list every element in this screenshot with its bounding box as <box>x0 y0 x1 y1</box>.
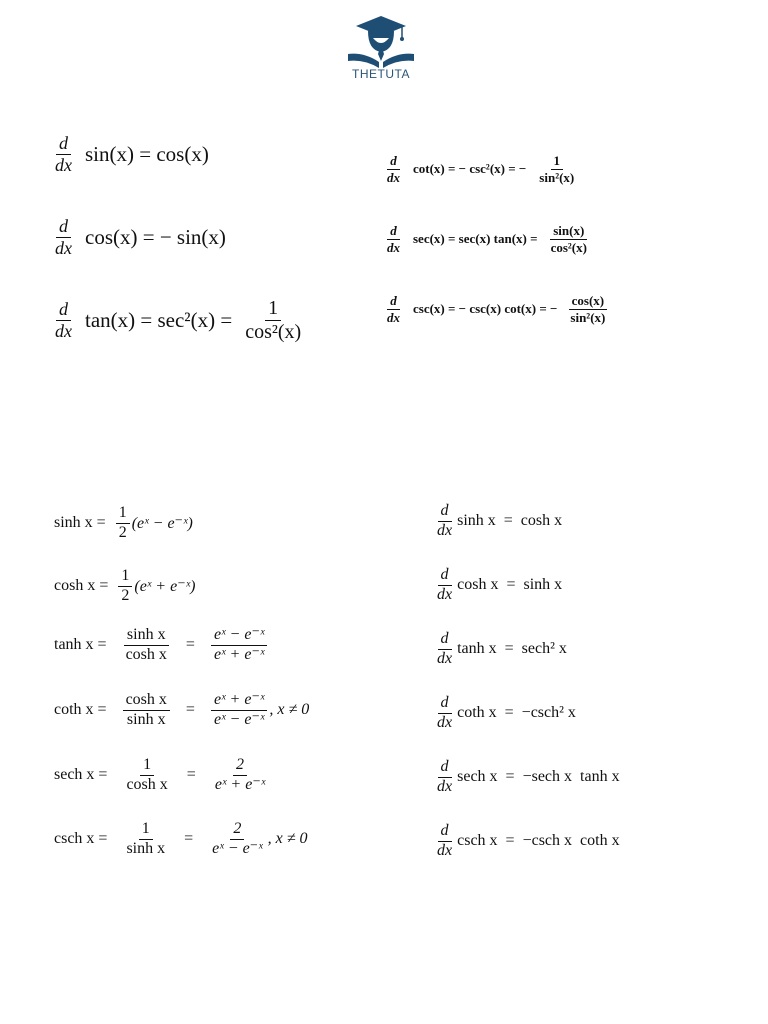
sec-rhs: sec(x) = sec(x) tan(x) = <box>413 231 538 247</box>
csch-f2-num: 2 <box>230 821 244 840</box>
coth-f1-num: cosh x <box>123 692 170 711</box>
cosh-definition <box>54 568 196 605</box>
sinh-derivative <box>432 503 562 540</box>
csch-f1-num: 1 <box>139 821 153 840</box>
sech-f2-den: eˣ + e⁻ˣ <box>214 775 266 793</box>
csch-derivative <box>432 823 620 860</box>
sinh-definition <box>54 505 193 542</box>
coth-f2-num: eˣ + e⁻ˣ <box>211 692 267 711</box>
dx-denominator: dx <box>437 713 453 731</box>
csch-f1-den: sinh x <box>126 839 166 857</box>
cot-derivative <box>382 154 579 184</box>
thetuta-logo <box>340 14 422 84</box>
tanh-derivative <box>432 631 567 668</box>
cosh-rhs: (eˣ + e⁻ˣ) <box>134 578 196 596</box>
tanh-derivative-rhs: tanh x = sech² x <box>457 640 567 658</box>
d-numerator: d <box>387 294 400 310</box>
dx-denominator: dx <box>437 585 453 603</box>
cos-rhs: cos(x) = − sin(x) <box>85 224 226 249</box>
sin-derivative <box>50 134 209 175</box>
dx-denominator: dx <box>387 169 400 185</box>
sinh-derivative-rhs: sinh x = cosh x <box>457 512 563 530</box>
csc-rhs: csc(x) = − csc(x) cot(x) = − <box>413 301 558 317</box>
d-numerator: d <box>438 631 452 650</box>
coth-f2-den: eˣ − e⁻ˣ <box>213 710 265 728</box>
tanh-lhs: tanh x = <box>54 636 107 654</box>
equals: = <box>185 636 195 654</box>
dx-denominator: dx <box>55 321 72 341</box>
d-numerator: d <box>387 154 400 170</box>
sec-fraction-num: sin(x) <box>550 224 587 240</box>
tanh-f1-den: cosh x <box>125 645 167 663</box>
brand-name: THETUTA <box>352 67 410 81</box>
cosh-lhs: cosh x = <box>54 577 109 595</box>
csch-f2-den: eˣ − e⁻ˣ <box>212 839 263 857</box>
sech-lhs: sech x = <box>54 766 108 784</box>
dx-denominator: dx <box>437 649 453 667</box>
d-numerator: d <box>438 567 452 586</box>
tan-derivative <box>50 298 306 343</box>
sinh-rhs: (eˣ − e⁻ˣ) <box>131 515 193 533</box>
d-numerator: d <box>56 300 71 321</box>
dx-denominator: dx <box>387 309 400 325</box>
coth-lhs: coth x = <box>54 701 107 719</box>
csc-derivative <box>382 294 610 324</box>
dx-denominator: dx <box>437 841 453 859</box>
cosh-derivative-rhs: cosh x = sinh x <box>457 576 563 594</box>
equals: = <box>185 701 195 719</box>
equals: = <box>184 830 194 848</box>
csc-fraction-num: cos(x) <box>569 294 608 310</box>
sec-fraction-den: cos²(x) <box>550 239 587 255</box>
dx-denominator: dx <box>437 521 453 539</box>
d-numerator: d <box>438 759 452 778</box>
half-num: 1 <box>118 568 132 587</box>
sinh-lhs: sinh x = <box>54 514 106 532</box>
coth-f1-den: sinh x <box>126 710 166 728</box>
equals: = <box>186 766 196 784</box>
tanh-f1-num: sinh x <box>124 627 169 646</box>
csch-definition <box>54 821 308 858</box>
csch-lhs: csch x = <box>54 830 108 848</box>
cot-rhs: cot(x) = − csc²(x) = − <box>413 161 527 177</box>
cot-fraction-num: 1 <box>551 154 564 170</box>
sin-rhs: sin(x) = cos(x) <box>85 141 209 166</box>
d-numerator: d <box>438 503 452 522</box>
dx-denominator: dx <box>437 777 453 795</box>
cos-derivative <box>50 217 226 258</box>
tan-rhs: tan(x) = sec²(x) = <box>85 308 233 332</box>
dx-denominator: dx <box>387 239 400 255</box>
sech-f2-num: 2 <box>233 757 247 776</box>
d-numerator: d <box>387 224 400 240</box>
sech-f1-den: cosh x <box>126 775 168 793</box>
coth-definition <box>54 692 309 729</box>
dx-denominator: dx <box>55 154 72 175</box>
tanh-f2-den: eˣ + e⁻ˣ <box>213 645 265 663</box>
d-numerator: d <box>438 823 452 842</box>
sech-derivative <box>432 759 620 796</box>
coth-condition: , x ≠ 0 <box>269 701 310 719</box>
sec-derivative <box>382 224 592 254</box>
tanh-f2-num: eˣ − e⁻ˣ <box>211 627 267 646</box>
csch-condition: , x ≠ 0 <box>267 830 308 848</box>
csch-derivative-rhs: csch x = −csch x coth x <box>457 832 620 850</box>
tan-fraction-den: cos²(x) <box>245 321 302 343</box>
half-den: 2 <box>118 523 127 541</box>
half-den: 2 <box>121 586 130 604</box>
dx-denominator: dx <box>55 237 72 258</box>
sech-derivative-rhs: sech x = −sech x tanh x <box>457 768 620 786</box>
d-numerator: d <box>56 134 71 155</box>
tanh-definition <box>54 627 269 664</box>
half-num: 1 <box>116 505 130 524</box>
sech-f1-num: 1 <box>140 757 154 776</box>
d-numerator: d <box>438 695 452 714</box>
sech-definition <box>54 757 270 794</box>
coth-derivative-rhs: coth x = −csch² x <box>457 704 576 722</box>
d-numerator: d <box>56 217 71 238</box>
tan-fraction-num: 1 <box>265 298 281 321</box>
cosh-derivative <box>432 567 562 604</box>
graduate-icon <box>340 14 422 70</box>
cot-fraction-den: sin²(x) <box>539 169 575 185</box>
coth-derivative <box>432 695 576 732</box>
csc-fraction-den: sin²(x) <box>570 309 606 325</box>
